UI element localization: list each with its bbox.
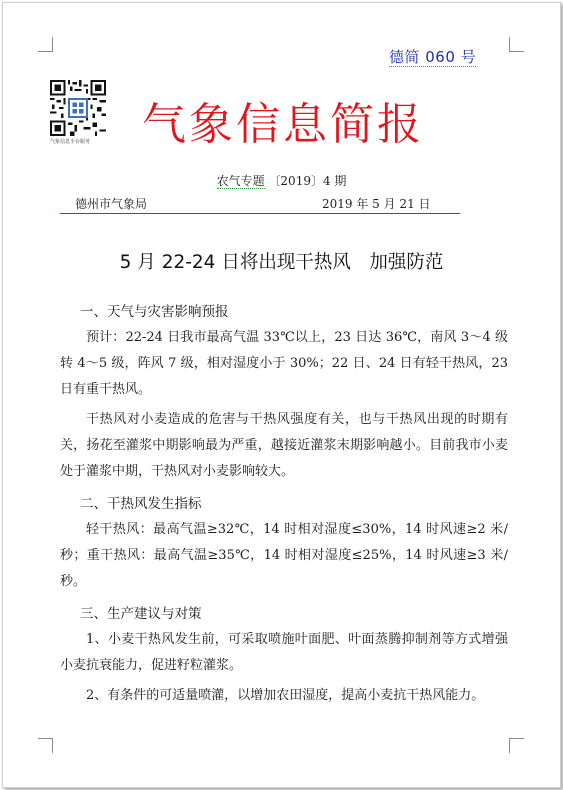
masthead-title: 气象信息简报 (142, 99, 424, 150)
section-heading-advice: 三、生产建议与对策 (80, 606, 202, 622)
issue-date: 2019 年 5 月 21 日 (322, 197, 431, 211)
red-divider (60, 213, 460, 214)
paragraph-text: 预计：22-24 日我市最高气温 33℃以上，23 日达 36℃，南风 3～4 级转 4～5 级，阵风 7 级，相对湿度小于 30%；22 日、24 日有轻干热风，23 日有重干热风。 (60, 330, 508, 397)
section-heading-indicators: 二、干热风发生指标 (80, 496, 202, 512)
qr-caption: 气象信息平台服务 (50, 139, 91, 145)
paragraph-text: 2、有条件的可适量喷灌，以增加农田湿度，提高小麦抗干热风能力。 (86, 688, 485, 703)
paragraph-indicators (60, 517, 508, 595)
paragraph-forecast (60, 325, 508, 403)
section-heading-forecast: 一、天气与灾害影响预报 (80, 304, 229, 320)
qr-code-icon (50, 80, 106, 136)
issue-special-label: 农气专题 (216, 174, 265, 188)
qr-code-block (50, 80, 108, 145)
paragraph-impact (60, 407, 508, 485)
issue-number: 〔2019〕4 期 (268, 174, 347, 188)
margin-corner-mark (509, 37, 524, 52)
headline: 5 月 22-24 日将出现干热风 加强防范 (119, 252, 444, 273)
margin-corner-mark (509, 738, 524, 753)
paragraph-text: 1、小麦干热风发生前，可采取喷施叶面肥、叶面蒸腾抑制剂等方式增强小麦抗衰能力，促进籽粒灌浆。 (60, 632, 508, 673)
paragraph-advice-2 (60, 683, 508, 709)
paragraph-advice-1 (60, 627, 508, 679)
margin-corner-mark (38, 37, 53, 52)
margin-corner-mark (38, 738, 53, 753)
issue-line (0, 173, 563, 189)
paragraph-text: 干热风对小麦造成的危害与干热风强度有关，也与干热风出现的时期有关，扬花至灌浆中期影响最为严重，越接近灌浆末期影响越小。目前我市小麦处于灌浆中期，干热风对小麦影响较大。 (60, 412, 508, 479)
document-number: 德简 060 号 (389, 48, 477, 66)
issuer: 德州市气象局 (75, 197, 148, 211)
paragraph-text: 轻干热风：最高气温≥32℃，14 时相对湿度≤30%，14 时风速≥2 米/秒；重干热风：最高气温≥35℃，14 时相对湿度≤25%，14 时风速≥3 米/秒。 (60, 522, 508, 589)
